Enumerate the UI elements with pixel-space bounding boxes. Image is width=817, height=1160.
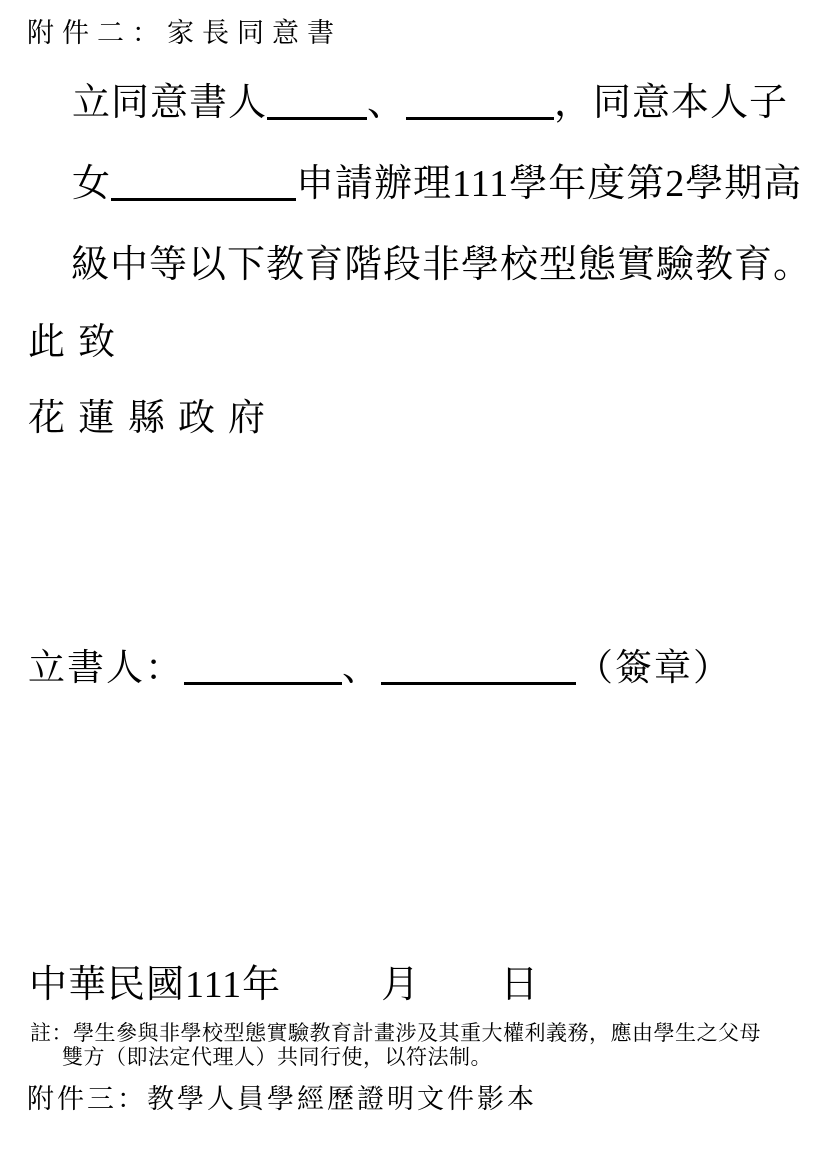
consent-line1-part1: 立同意書人 [72,82,268,124]
addressee-hualien-government: 花蓮縣政府 [28,398,278,439]
day-gap [420,996,500,997]
signer-separator: 、 [342,648,381,689]
consenter-name-blank-1 [267,117,367,120]
footnote-line1: 註：學生參與非學校型態實驗教育計畫涉及其重大權利義務，應由學生之父母 [30,1021,761,1045]
consent-line1-separator: 、 [367,82,407,124]
consenter-name-blank-2 [406,117,554,120]
month-gap [281,996,381,997]
salutation: 此致 [28,322,128,363]
signature-stamp-label: （簽章） [576,648,732,689]
attachment3-heading: 附件三：教學人員學經歷證明文件影本 [27,1084,537,1114]
consent-paragraph-line1 [72,82,788,126]
consent-line2-part2: 申請辦理111學年度第2學期高 [296,163,803,205]
child-name-blank [111,198,296,201]
consent-line2-part1: 女 [72,163,112,205]
consent-paragraph-line3: 級中等以下教育階段非學校型態實驗教育。 [71,244,813,286]
date-line [29,964,539,1008]
attachment2-heading: 附件二：家長同意書 [27,18,342,48]
consent-line1-part2: ，同意本人子 [554,82,789,124]
date-prefix: 中華民國111年 [29,964,282,1006]
signer-name-blank-1 [184,682,342,685]
signer-label: 立書人： [28,648,184,689]
day-label: 日 [500,964,540,1006]
signer-line [28,648,732,691]
signer-name-blank-2 [381,682,576,685]
footnote-line2: 雙方（即法定代理人）共同行使，以符法制。 [62,1045,492,1069]
month-label: 月 [381,964,421,1006]
consent-paragraph-line2 [72,163,802,207]
